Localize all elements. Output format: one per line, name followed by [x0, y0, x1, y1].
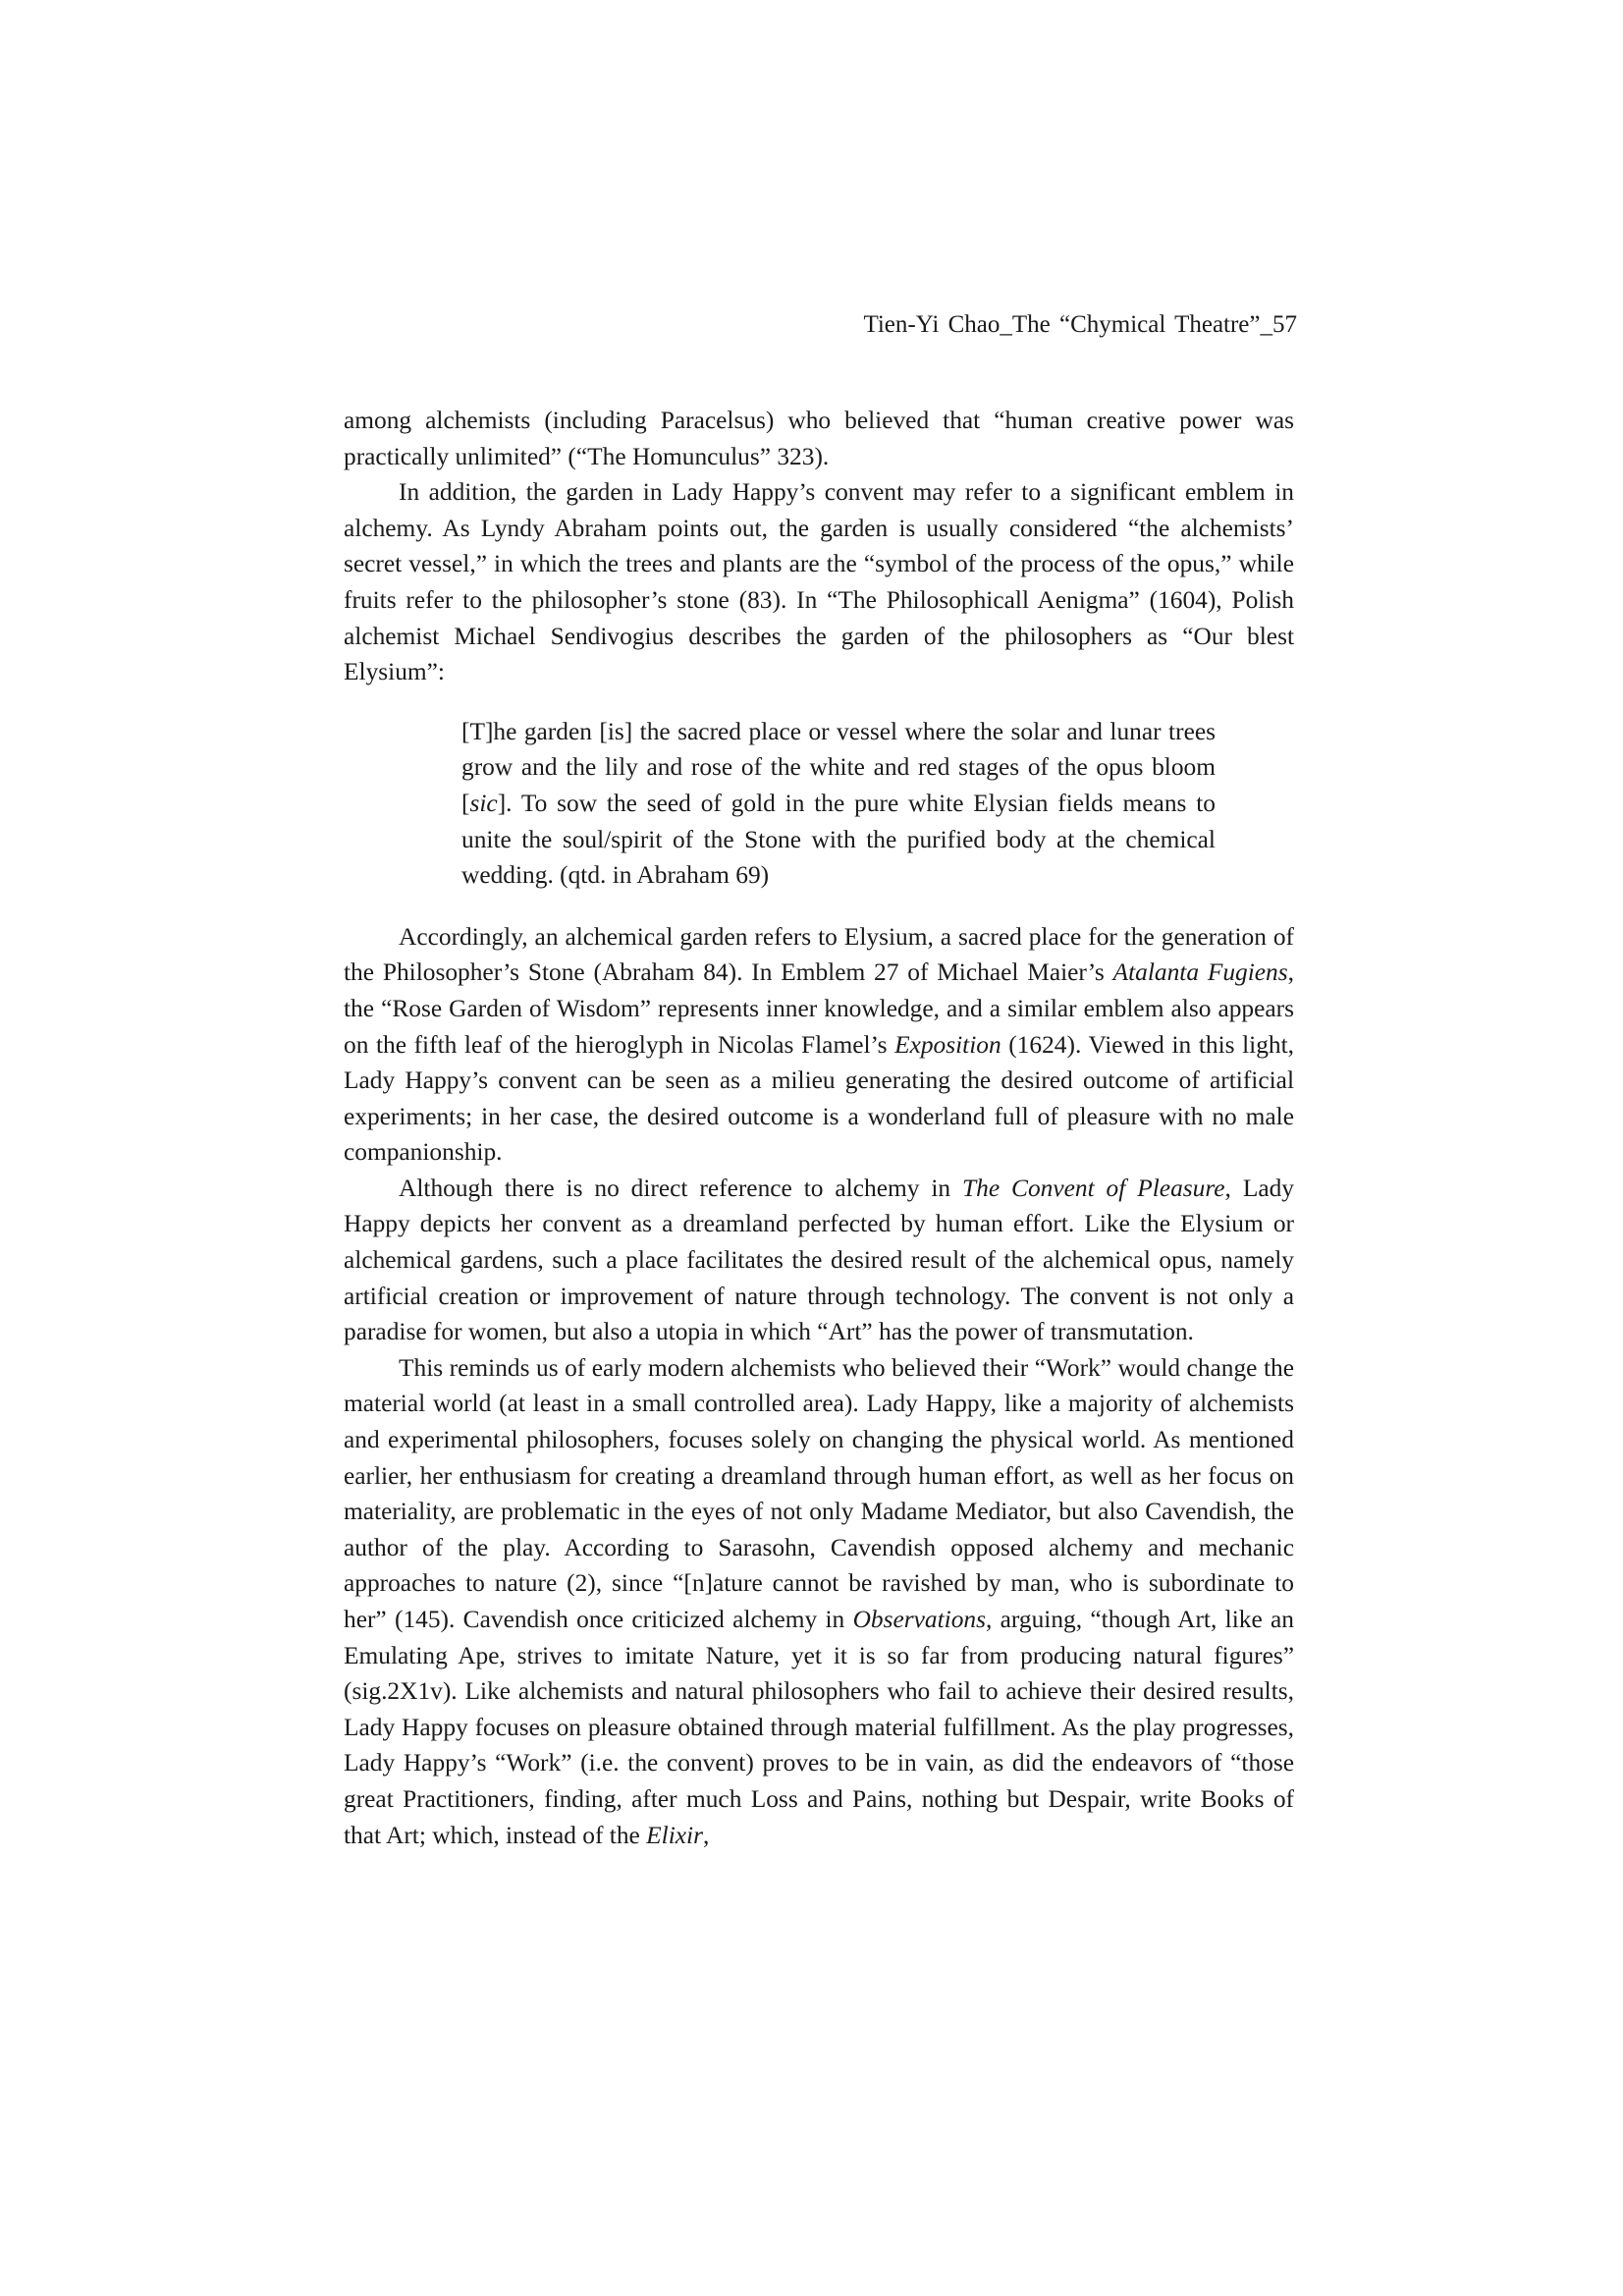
paragraph-text: , arguing, “though Art, like an Emulating Ape, strives to imitate Nature, yet it is so far from producing natural figures” (sig.2X1v). Like alchemists and natural philosophers who fail to achieve their desired results, Lady Happy focuses on pleasure obtained through material fulfillment. As the play progresses, Lady Happy’s “Work” (i.e. the convent) proves to be in vain, as did the endeavors of “those great Practitioners, finding, after much Loss and Pains, nothing but Despair, write Books of that Art; which, instead of the	[344, 1606, 1294, 1849]
italic-term: Elixir	[646, 1821, 703, 1849]
italic-title: Atalanta Fugiens	[1112, 958, 1288, 987]
italic-title: Exposition	[894, 1030, 1001, 1059]
paragraph-text: Accordingly, an alchemical garden refers to Elysium, a sacred place for the generation of the Philosopher’s Stone (Abraham 84). In Emblem 27 of Michael Maier’s	[344, 922, 1294, 987]
quote-text: ]. To sow the seed of gold in the pure white Elysian fields means to unite the soul/spirit of the Stone with the purified body at the chemical wedding. (qtd. in Abraham 69)	[461, 789, 1216, 890]
paragraph-garden-emblem	[344, 474, 1294, 690]
paragraph-continuation	[344, 403, 1294, 474]
paragraph-text: ,	[702, 1821, 710, 1849]
running-header: Tien-Yi Chao_The “Chymical Theatre”_57	[863, 311, 1297, 338]
article-body	[344, 403, 1294, 1853]
paragraph-text: among alchemists (including Paracelsus) who believed that “human creative power was practically unlimited” (“The Homunculus” 323).	[344, 407, 1294, 470]
italic-title: Observations	[852, 1606, 986, 1633]
paragraph-convent	[344, 1171, 1294, 1350]
quote-text: [T]he garden [is] the sacred place or vessel where the solar and lunar trees grow and the lily and rose of the white and red stages of the opus bloom [	[461, 717, 1216, 817]
paragraph-text: In addition, the garden in Lady Happy’s convent may refer to a significant emblem in alchemy. As Lyndy Abraham points out, the garden is usually considered “the alchemists’ secret vessel,” in which the trees and plants are the “symbol of the process of the opus,” while fruits refer to the philosopher’s stone (83). In “The Philosophicall Aenigma” (1604), Polish alchemist Michael Sendivogius describes the garden of the philosophers as “Our blest Elysium”:	[344, 478, 1294, 686]
paragraph-text: , Lady Happy depicts her convent as a dreamland perfected by human effort. Like the Elysium or alchemical gardens, such a place facilitates the desired result of the alchemical opus, namely artificial creation or improvement of nature through technology. The convent is not only a paradise for women, but also a utopia in which “Art” has the power of transmutation.	[344, 1174, 1294, 1346]
paragraph-text: (1624). Viewed in this light, Lady Happy’s convent can be seen as a milieu generating the desired outcome of artificial experiments; in her case, the desired outcome is a wonderland full of pleasure with no male companionship.	[344, 1030, 1294, 1167]
quote-italic-sic: sic	[469, 789, 498, 817]
block-quote	[344, 714, 1294, 894]
paragraph-text: , the “Rose Garden of Wisdom” represents inner knowledge, and a similar emblem also appears on the fifth leaf of the hieroglyph in Nicolas Flamel’s	[344, 958, 1294, 1059]
paragraph-work	[344, 1350, 1294, 1853]
paragraph-text: Although there is no direct reference to alchemy in	[399, 1174, 963, 1202]
italic-title: The Convent of Pleasure	[962, 1174, 1225, 1202]
paragraph-elysium	[344, 919, 1294, 1171]
paragraph-text: This reminds us of early modern alchemists who believed their “Work” would change the material world (at least in a small controlled area). Lady Happy, like a majority of alchemists and experimental philosophers, focuses solely on changing the physical world. As mentioned earlier, her enthusiasm for creating a dreamland through human effort, as well as her focus on materiality, are problematic in the eyes of not only Madame Mediator, but also Cavendish, the author of the play. According to Sarasohn, Cavendish opposed alchemy and mechanic approaches to nature (2), since “[n]ature cannot be ravished by man, who is subordinate to her” (145). Cavendish once criticized alchemy in	[344, 1353, 1294, 1633]
